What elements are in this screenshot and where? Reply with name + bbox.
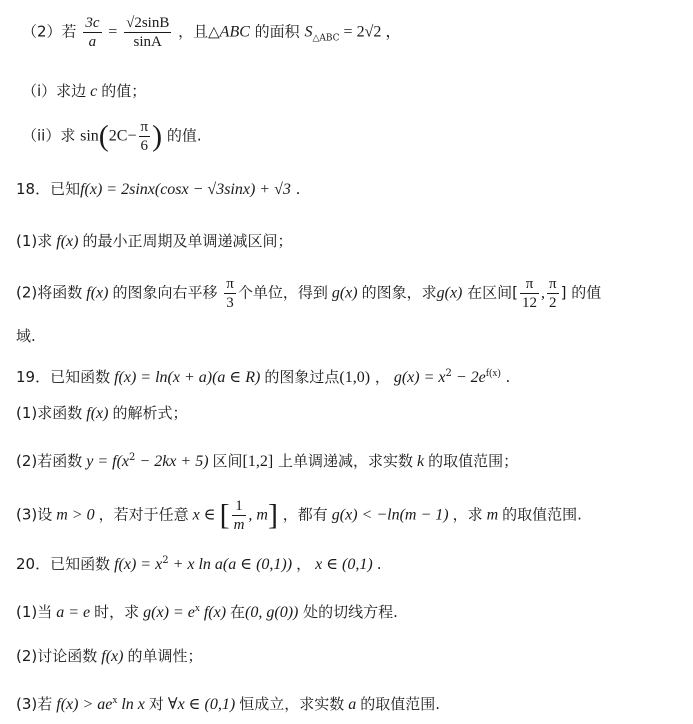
exponent-x: x <box>194 603 200 614</box>
q20-part1 <box>16 598 398 624</box>
q20-g-def: g(x) = e <box>139 604 195 621</box>
q19-inequality: g(x) < −ln(m − 1) <box>327 506 453 524</box>
q18-part1-text: 的最小正周期及单调递减区间； <box>82 232 293 250</box>
q19-part1-prefix: (1)求函数 <box>16 404 83 422</box>
q20-part3-prefix: (3)若 <box>16 695 53 713</box>
sin-function: sin <box>80 127 99 145</box>
q19-part2 <box>16 447 518 473</box>
q20-at-text: 在 <box>230 603 246 621</box>
fx-symbol: f(x) <box>52 233 83 250</box>
q19-all-text: ，都有 <box>277 505 328 524</box>
q17-sub-ii-text: （ii）求 <box>22 126 76 145</box>
q18-part2-cont <box>16 325 36 347</box>
q20-tangent-text: 处的切线方程. <box>298 603 398 621</box>
area-subscript: △ABC <box>312 33 340 44</box>
q19-point-text: 的图象过点 <box>264 368 340 386</box>
q20-inequality-rest: ln x <box>117 696 149 713</box>
q19-part1 <box>16 402 187 425</box>
a-equals-e: a = e <box>52 604 95 621</box>
q19-number: 19．已知函数 <box>16 368 111 386</box>
q19-find-text: ，求 <box>452 505 483 524</box>
q19-stem <box>16 363 510 389</box>
q20-part3 <box>16 690 440 716</box>
gx-symbol: g(x) <box>327 284 362 302</box>
q19-m-condition: m > 0 <box>52 506 99 524</box>
var-c: c <box>86 83 102 100</box>
fx-symbol: f(x) <box>82 284 113 302</box>
q19-comma: ， <box>370 368 390 386</box>
q20-period: . <box>376 555 382 573</box>
q19-part2-prefix: (2)若函数 <box>16 452 83 470</box>
q20-function-f: f(x) = x <box>110 556 163 573</box>
q17-text-and-triangle: ，且△ <box>178 22 220 41</box>
q18-period: . <box>290 180 301 198</box>
q17-sub-ii-end: 的值. <box>166 126 202 145</box>
point-1-0: (1,0) <box>339 369 371 386</box>
q19-y-expr-rest: − 2kx + 5) <box>135 453 213 470</box>
q18-units-text: 个单位，得到 <box>237 283 328 302</box>
q20-part1-prefix: (1)当 <box>16 603 53 621</box>
q18-stem <box>16 178 300 201</box>
exponent-2: 2 <box>445 368 452 379</box>
fraction-3c-over-a: $\frac{3c}{a}$ <box>85 15 100 50</box>
q20-comma: ， <box>296 555 312 573</box>
q19-g-mid: − 2e <box>451 369 486 386</box>
fx-symbol: f(x) <box>97 648 128 665</box>
q20-part2 <box>16 645 202 668</box>
q18-interval-text: 在区间[ <box>462 283 519 302</box>
q17-part2-line <box>22 14 401 51</box>
var-m: m <box>482 506 503 524</box>
triangle-abc: ABC <box>219 23 250 41</box>
q19-function-g: g(x) = x <box>389 369 446 386</box>
q18-shift-text: 的图象向右平移 <box>112 283 218 302</box>
right-paren-big: ) <box>152 119 163 153</box>
q20-part2-text: 的单调性； <box>127 647 203 665</box>
sin-argument: 2C− <box>108 127 137 145</box>
q20-function-rest: + x ln a(a ∈ (0,1)) <box>168 556 297 573</box>
fx-symbol: f(x) <box>82 405 113 422</box>
fraction-1-over-m: $\frac{1}{m}$ <box>233 498 245 533</box>
gx-symbol-2: g(x) <box>436 284 463 302</box>
exponent-fx: f(x) <box>485 368 501 379</box>
q18-graph-text: 的图象，求 <box>361 283 437 302</box>
interval-comma: , <box>541 284 546 302</box>
q20-for-text: 对 <box>148 695 164 713</box>
var-k: k <box>412 453 429 470</box>
var-a: a <box>344 696 361 713</box>
fraction-pi-over-6: $\frac{\pi}{6}$ <box>140 119 149 154</box>
area-symbol: S <box>304 23 313 41</box>
interval-1-2: [1,2] <box>242 453 274 470</box>
q19-decreasing-text: 上单调递减，求实数 <box>273 452 413 470</box>
q20-when-text: 时，求 <box>94 603 140 621</box>
left-paren-big: ( <box>98 119 109 153</box>
right-bracket-big: ] <box>267 498 278 532</box>
q18-part2 <box>16 275 601 312</box>
q19-any-text: ，若对于任意 <box>98 505 189 524</box>
q20-inequality: f(x) > ae <box>52 696 113 713</box>
q19-period: . <box>500 368 511 386</box>
q19-part3 <box>16 497 582 534</box>
left-bracket-big: [ <box>219 498 230 532</box>
q18-function: f(x) = 2sinx(cosx − √3sinx) + √3 <box>80 181 291 198</box>
q17-area-text: 的面积 <box>249 22 300 41</box>
fraction-pi-over-3: $\frac{\pi}{3}$ <box>226 276 234 311</box>
fraction-pi-over-12: $\frac{\pi}{12}$ <box>522 276 538 311</box>
point-0-g0: (0, g(0)) <box>245 604 299 621</box>
q20-g-def-rest: f(x) <box>199 604 231 621</box>
fraction-sinb-over-sina: $\frac{√2\sin B}{\sin A}$ <box>126 15 170 50</box>
q17-sub-i-text: （i）求边 <box>22 82 87 100</box>
q20-holds-text: 恒成立，求实数 <box>239 695 345 713</box>
fraction-pi-over-2: $\frac{\pi}{2}$ <box>549 276 557 311</box>
q17-sub-i-end: 的值； <box>101 82 147 100</box>
exponent-x: x <box>112 695 118 706</box>
q18-number: 18．已知 <box>16 180 81 198</box>
q20-part2-prefix: (2)讨论函数 <box>16 647 98 665</box>
q18-part1 <box>16 230 292 253</box>
interval-upper-m: , m <box>248 506 268 524</box>
q19-function-f: f(x) = ln(x + a)(a ∈ R) <box>110 369 265 386</box>
q18-part1-prefix: (1)求 <box>16 232 53 250</box>
q18-part2-prefix: (2)将函数 <box>16 283 83 302</box>
q19-y-expr: y = f(x <box>82 453 130 470</box>
q18-range-text: ] 的值 <box>560 283 602 302</box>
q19-part3-end: 的取值范围. <box>502 505 582 524</box>
q20-x-domain: x ∈ (0,1) <box>311 556 377 573</box>
q19-interval-word: 区间 <box>212 452 243 470</box>
q19-part3-prefix: (3)设 <box>16 505 53 524</box>
q19-x-in: x ∈ <box>188 506 220 524</box>
q18-range-end: 域. <box>16 327 36 345</box>
q19-part2-end: 的取值范围； <box>428 452 519 470</box>
q19-part1-text: 的解析式； <box>112 404 188 422</box>
exponent-2: 2 <box>129 452 136 463</box>
q20-number: 20．已知函数 <box>16 555 111 573</box>
area-value: = 2√2 ， <box>339 23 402 41</box>
q20-part3-end: 的取值范围. <box>360 695 440 713</box>
q17-sub-i <box>22 80 146 103</box>
q17-part2-prefix: （2）若 <box>22 22 77 41</box>
q20-forall-x: ∀x ∈ (0,1) <box>163 696 240 713</box>
equals-sign: = <box>108 23 118 41</box>
q17-sub-ii <box>22 118 202 155</box>
exponent-2: 2 <box>162 555 169 566</box>
q20-stem <box>16 550 381 576</box>
